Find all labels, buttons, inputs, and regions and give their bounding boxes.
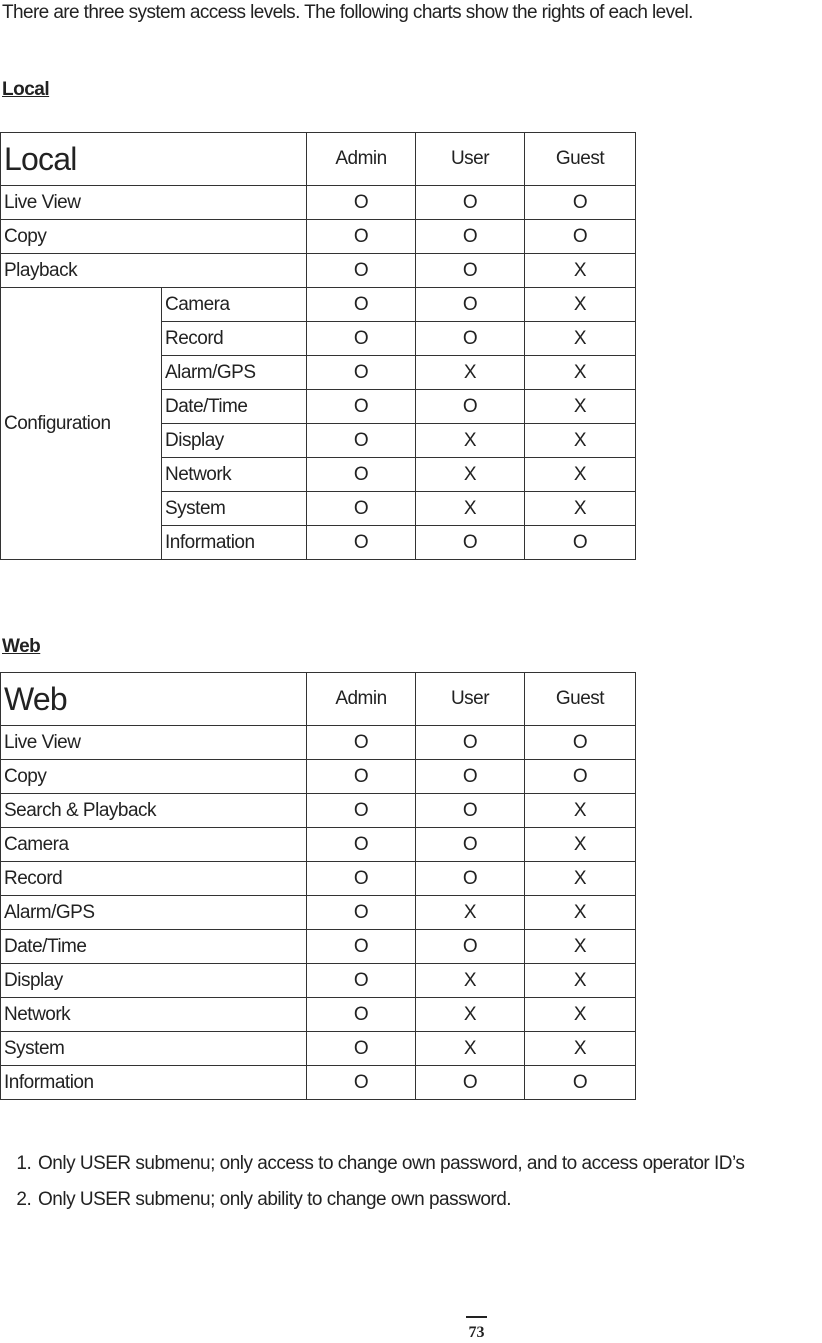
table-corner-label: Web — [1, 673, 307, 726]
guest-value: X — [525, 794, 636, 828]
admin-value: O — [307, 322, 416, 356]
admin-value: O — [307, 1066, 416, 1100]
admin-value: O — [307, 930, 416, 964]
table-row — [1, 964, 636, 998]
table-corner-label: Local — [1, 133, 307, 186]
column-header-user: User — [416, 673, 525, 726]
footnote-2: 2. Only USER submenu; only ability to change own password. — [36, 1182, 822, 1218]
row-label: Camera — [162, 288, 307, 322]
user-value: O — [416, 526, 525, 560]
table-row — [1, 220, 636, 254]
guest-value: X — [525, 862, 636, 896]
user-value: O — [416, 862, 525, 896]
admin-value: O — [307, 458, 416, 492]
row-label: Record — [162, 322, 307, 356]
guest-value: X — [525, 998, 636, 1032]
table-header-row — [1, 673, 636, 726]
table-row — [1, 896, 636, 930]
guest-value: X — [525, 828, 636, 862]
guest-value: O — [525, 526, 636, 560]
admin-value: O — [307, 964, 416, 998]
admin-value: O — [307, 186, 416, 220]
admin-value: O — [307, 390, 416, 424]
guest-value: X — [525, 896, 636, 930]
table-row — [1, 930, 636, 964]
admin-value: O — [307, 896, 416, 930]
admin-value: O — [307, 998, 416, 1032]
admin-value: O — [307, 424, 416, 458]
user-value: O — [416, 288, 525, 322]
row-label: System — [162, 492, 307, 526]
user-value: O — [416, 760, 525, 794]
guest-value: X — [525, 322, 636, 356]
user-value: X — [416, 1032, 525, 1066]
admin-value: O — [307, 220, 416, 254]
guest-value: X — [525, 458, 636, 492]
row-label: Network — [1, 998, 307, 1032]
admin-value: O — [307, 356, 416, 390]
footnote-1: 1. Only USER submenu; only access to change own password, and to access operator ID’s — [36, 1146, 822, 1182]
table-row — [1, 1032, 636, 1066]
admin-value: O — [307, 760, 416, 794]
row-label: Live View — [1, 186, 307, 220]
row-label: Record — [1, 862, 307, 896]
table-row — [1, 794, 636, 828]
web-rights-table — [0, 672, 636, 1100]
row-label: Information — [1, 1066, 307, 1100]
intro-text: There are three system access levels. The following charts show the rights of each level. — [2, 2, 693, 23]
user-value: O — [416, 930, 525, 964]
row-label: Copy — [1, 220, 307, 254]
guest-value: X — [525, 930, 636, 964]
row-label: Network — [162, 458, 307, 492]
table-row — [1, 1066, 636, 1100]
user-value: O — [416, 828, 525, 862]
user-value: O — [416, 322, 525, 356]
guest-value: O — [525, 220, 636, 254]
user-value: X — [416, 356, 525, 390]
row-label: Alarm/GPS — [162, 356, 307, 390]
user-value: O — [416, 254, 525, 288]
guest-value: O — [525, 760, 636, 794]
user-value: X — [416, 424, 525, 458]
column-header-admin: Admin — [307, 133, 416, 186]
row-label: Search & Playback — [1, 794, 307, 828]
guest-value: O — [525, 186, 636, 220]
admin-value: O — [307, 254, 416, 288]
user-value: X — [416, 998, 525, 1032]
admin-value: O — [307, 1032, 416, 1066]
user-value: O — [416, 1066, 525, 1100]
guest-value: O — [525, 726, 636, 760]
page-number: 73 — [466, 1316, 487, 1342]
guest-value: X — [525, 492, 636, 526]
table-row — [1, 998, 636, 1032]
column-header-guest: Guest — [525, 673, 636, 726]
row-label: System — [1, 1032, 307, 1066]
table-row — [1, 254, 636, 288]
user-value: X — [416, 896, 525, 930]
table-row — [1, 828, 636, 862]
column-header-guest: Guest — [525, 133, 636, 186]
row-label: Information — [162, 526, 307, 560]
user-value: X — [416, 964, 525, 998]
local-rights-table — [0, 132, 636, 560]
table-header-row — [1, 133, 636, 186]
guest-value: X — [525, 254, 636, 288]
user-value: O — [416, 390, 525, 424]
table-row — [1, 186, 636, 220]
guest-value: X — [525, 964, 636, 998]
admin-value: O — [307, 526, 416, 560]
column-header-admin: Admin — [307, 673, 416, 726]
table-row — [1, 760, 636, 794]
web-section-title: Web — [2, 636, 41, 657]
configuration-group-label: Configuration — [1, 288, 162, 560]
guest-value: X — [525, 390, 636, 424]
guest-value: O — [525, 1066, 636, 1100]
guest-value: X — [525, 1032, 636, 1066]
table-row — [1, 288, 636, 322]
user-value: X — [416, 458, 525, 492]
row-label: Date/Time — [162, 390, 307, 424]
admin-value: O — [307, 828, 416, 862]
row-label: Playback — [1, 254, 307, 288]
row-label: Display — [162, 424, 307, 458]
column-header-user: User — [416, 133, 525, 186]
row-label: Display — [1, 964, 307, 998]
user-value: X — [416, 492, 525, 526]
user-value: O — [416, 726, 525, 760]
admin-value: O — [307, 794, 416, 828]
user-value: O — [416, 220, 525, 254]
row-label: Camera — [1, 828, 307, 862]
table-row — [1, 726, 636, 760]
row-label: Live View — [1, 726, 307, 760]
footnotes-list — [0, 1146, 822, 1218]
user-value: O — [416, 794, 525, 828]
row-label: Date/Time — [1, 930, 307, 964]
user-value: O — [416, 186, 525, 220]
guest-value: X — [525, 424, 636, 458]
row-label: Copy — [1, 760, 307, 794]
admin-value: O — [307, 288, 416, 322]
admin-value: O — [307, 862, 416, 896]
guest-value: X — [525, 356, 636, 390]
row-label: Alarm/GPS — [1, 896, 307, 930]
admin-value: O — [307, 492, 416, 526]
guest-value: X — [525, 288, 636, 322]
local-section-title: Local — [2, 79, 50, 100]
table-row — [1, 862, 636, 896]
admin-value: O — [307, 726, 416, 760]
